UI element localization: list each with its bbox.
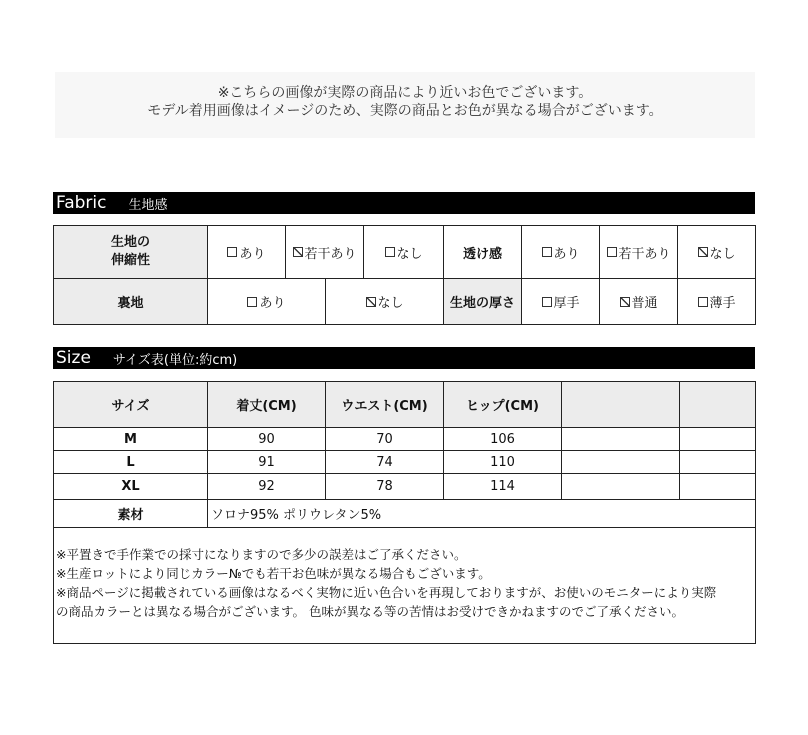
checked-checkbox-icon: [698, 247, 708, 257]
color-notice-line-1: ※こちらの画像が実際の商品により近いお色でございます。: [217, 85, 593, 101]
stretch-label: [54, 226, 208, 279]
stretch-option-none: [364, 226, 444, 279]
material-value: ソロナ95% ポリウレタン5%: [208, 500, 756, 528]
hip-value: 106: [444, 428, 562, 451]
stretch-option-yes: [208, 226, 286, 279]
option-label: なし: [709, 246, 736, 262]
lining-option-yes: [208, 279, 326, 325]
size-header-length: 着丈(CM): [208, 382, 326, 428]
note-line: ※平置きで手作業での採寸になりますので多少の誤差はご了承ください。: [56, 547, 467, 562]
thickness-option-thick: [522, 279, 600, 325]
option-label: あり: [259, 296, 286, 311]
waist-value: 78: [326, 474, 444, 500]
length-value: 92: [208, 474, 326, 500]
color-notice-line-2: モデル着用画像はイメージのため、実際の商品とお色が異なる場合がございます。: [147, 103, 663, 119]
checkbox-icon: [385, 247, 395, 257]
option-label: あり: [239, 246, 266, 262]
sheer-option-slight: [600, 226, 678, 279]
option-label: 若干あり: [618, 246, 671, 262]
sheer-label: 透け感: [444, 226, 522, 279]
size-table: [53, 381, 756, 644]
sheer-option-none: [678, 226, 756, 279]
size-header-empty-2: [680, 382, 756, 428]
checkbox-icon: [542, 297, 552, 307]
option-label: 若干あり: [304, 246, 357, 262]
checkbox-icon: [698, 297, 708, 307]
thickness-option-normal: [600, 279, 678, 325]
waist-value: 70: [326, 428, 444, 451]
checkbox-icon: [227, 247, 237, 257]
empty-cell: [562, 451, 680, 474]
size-header-size: サイズ: [54, 382, 208, 428]
stretch-label-line-2: 伸縮性: [110, 253, 150, 268]
sheer-option-yes: [522, 226, 600, 279]
size-name: L: [54, 451, 208, 474]
fabric-table: [53, 225, 756, 325]
hip-value: 114: [444, 474, 562, 500]
option-label: 厚手: [553, 296, 580, 311]
empty-cell: [680, 474, 756, 500]
note-line: ※商品ページに掲載されている画像はなるべく実物に近い色合いを再現しておりますが、お使いのモニターにより実際: [56, 585, 717, 600]
stretch-option-slight: [286, 226, 364, 279]
option-label: なし: [396, 246, 423, 262]
checkbox-icon: [607, 247, 617, 257]
fabric-title-en: Fabric: [56, 193, 107, 213]
checkbox-icon: [542, 247, 552, 257]
note-line: ※生産ロットにより同じカラー№でも若干お色味が異なる場合もございます。: [56, 566, 491, 581]
checked-checkbox-icon: [620, 297, 630, 307]
checked-checkbox-icon: [293, 247, 303, 257]
size-header-empty-1: [562, 382, 680, 428]
note-line: の商品カラーとは異なる場合がございます。 色味が異なる等の苦情はお受けできかねますのでご了承ください。: [56, 604, 684, 619]
size-header-waist: ウエスト(CM): [326, 382, 444, 428]
option-label: 普通: [631, 296, 658, 311]
size-name: M: [54, 428, 208, 451]
empty-cell: [680, 428, 756, 451]
size-section-header: [53, 347, 755, 369]
option-label: あり: [553, 246, 580, 262]
fabric-title-jp: 生地感: [128, 197, 168, 213]
size-name: XL: [54, 474, 208, 500]
empty-cell: [562, 474, 680, 500]
empty-cell: [680, 451, 756, 474]
stretch-label-line-1: 生地の: [110, 235, 150, 250]
size-notes: [54, 528, 756, 644]
hip-value: 110: [444, 451, 562, 474]
color-notice: [55, 72, 755, 138]
empty-cell: [562, 428, 680, 451]
thickness-label: 生地の厚さ: [444, 279, 522, 325]
option-label: 薄手: [709, 296, 736, 311]
checkbox-icon: [247, 297, 257, 307]
size-title-en: Size: [56, 348, 91, 368]
option-label: なし: [377, 296, 404, 311]
lining-label: 裏地: [54, 279, 208, 325]
fabric-section-header: [53, 192, 755, 214]
waist-value: 74: [326, 451, 444, 474]
lining-option-none: [326, 279, 444, 325]
size-title-jp: サイズ表(単位:約cm): [112, 352, 238, 368]
checked-checkbox-icon: [366, 297, 376, 307]
length-value: 91: [208, 451, 326, 474]
length-value: 90: [208, 428, 326, 451]
thickness-option-thin: [678, 279, 756, 325]
size-header-hip: ヒップ(CM): [444, 382, 562, 428]
material-label: 素材: [54, 500, 208, 528]
